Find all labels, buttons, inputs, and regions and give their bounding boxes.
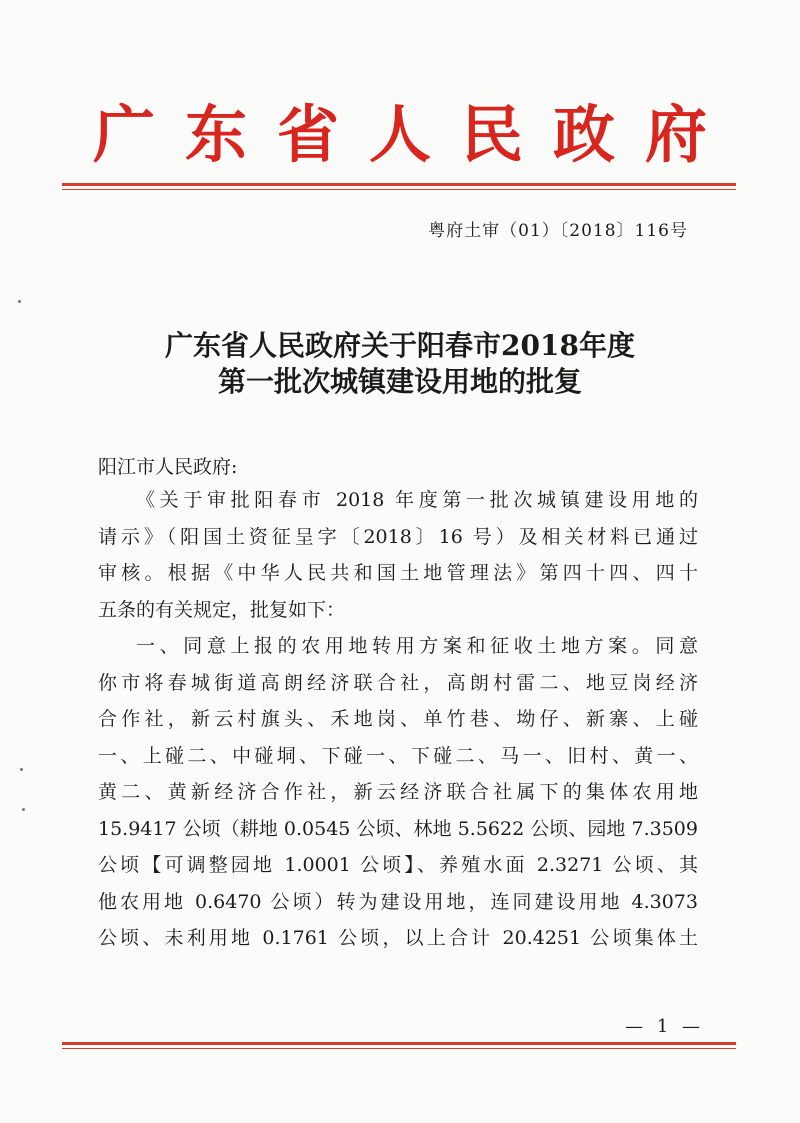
text-line: 15.9417 公顷（耕地 0.0545 公顷、林地 5.5622 公顷、园地 7.3509 [98,817,698,840]
issuer-header: 广东省人民政府 [92,98,737,171]
text-line: 一、上碰二、中碰垌、下碰一、下碰二、马一、旧村、黄一、 [98,744,698,767]
text-line: 公顷、未利用地 0.1761 公顷，以上合计 20.4251 公顷集体土 [98,927,698,949]
paragraph-request [98,482,698,628]
text-line: 一、同意上报的农用地转用方案和征收土地方案。同意 [136,635,698,657]
text-line: 审核。根据《中华人民共和国土地管理法》第四十四、四十 [98,562,698,584]
text-line: 你市将春城街道高朗经济联合社，高朗村雷二、地豆岗经济 [98,671,698,694]
header-rule-thin [62,189,736,190]
document-number: 粤府土审（01）〔2018〕116号 [428,221,688,241]
document-title-line: 第一批次城镇建设用地的批复 [217,365,582,398]
text-line: 黄二、黄新经济合作社，新云经济联合社属下的集体农用地 [98,781,698,803]
text-line: 《关于审批阳春市 2018 年度第一批次城镇建设用地的 [136,489,698,511]
page-number: — 1 — [625,1016,704,1037]
text-line: 他农用地 0.6470 公顷）转为建设用地，连同建设用地 4.3073 [98,890,698,913]
scan-speck [18,300,21,303]
addressee: 阳江市人民政府: [98,456,238,478]
scan-speck [20,768,23,771]
footer-rule-thin [62,1048,736,1049]
footer-rule-thick [62,1042,736,1045]
text-line: 五条的有关规定，批复如下： [98,598,346,621]
scan-speck [22,808,25,811]
header-rule-thick [62,183,736,186]
text-line: 公顷【可调整园地 1.0001 公顷】、养殖水面 2.3271 公顷、其 [98,854,698,876]
document-title [60,328,740,400]
text-line: 请示》（阳国土资征呈字〔2018〕16 号）及相关材料已通过 [98,525,698,548]
text-line: 合作社，新云村旗头、禾地岗、单竹巷、坳仔、新寨、上碰 [98,708,698,730]
document-title-line: 广东省人民政府关于阳春市2018年度 [165,329,635,362]
paragraph-approval-1 [98,628,698,957]
